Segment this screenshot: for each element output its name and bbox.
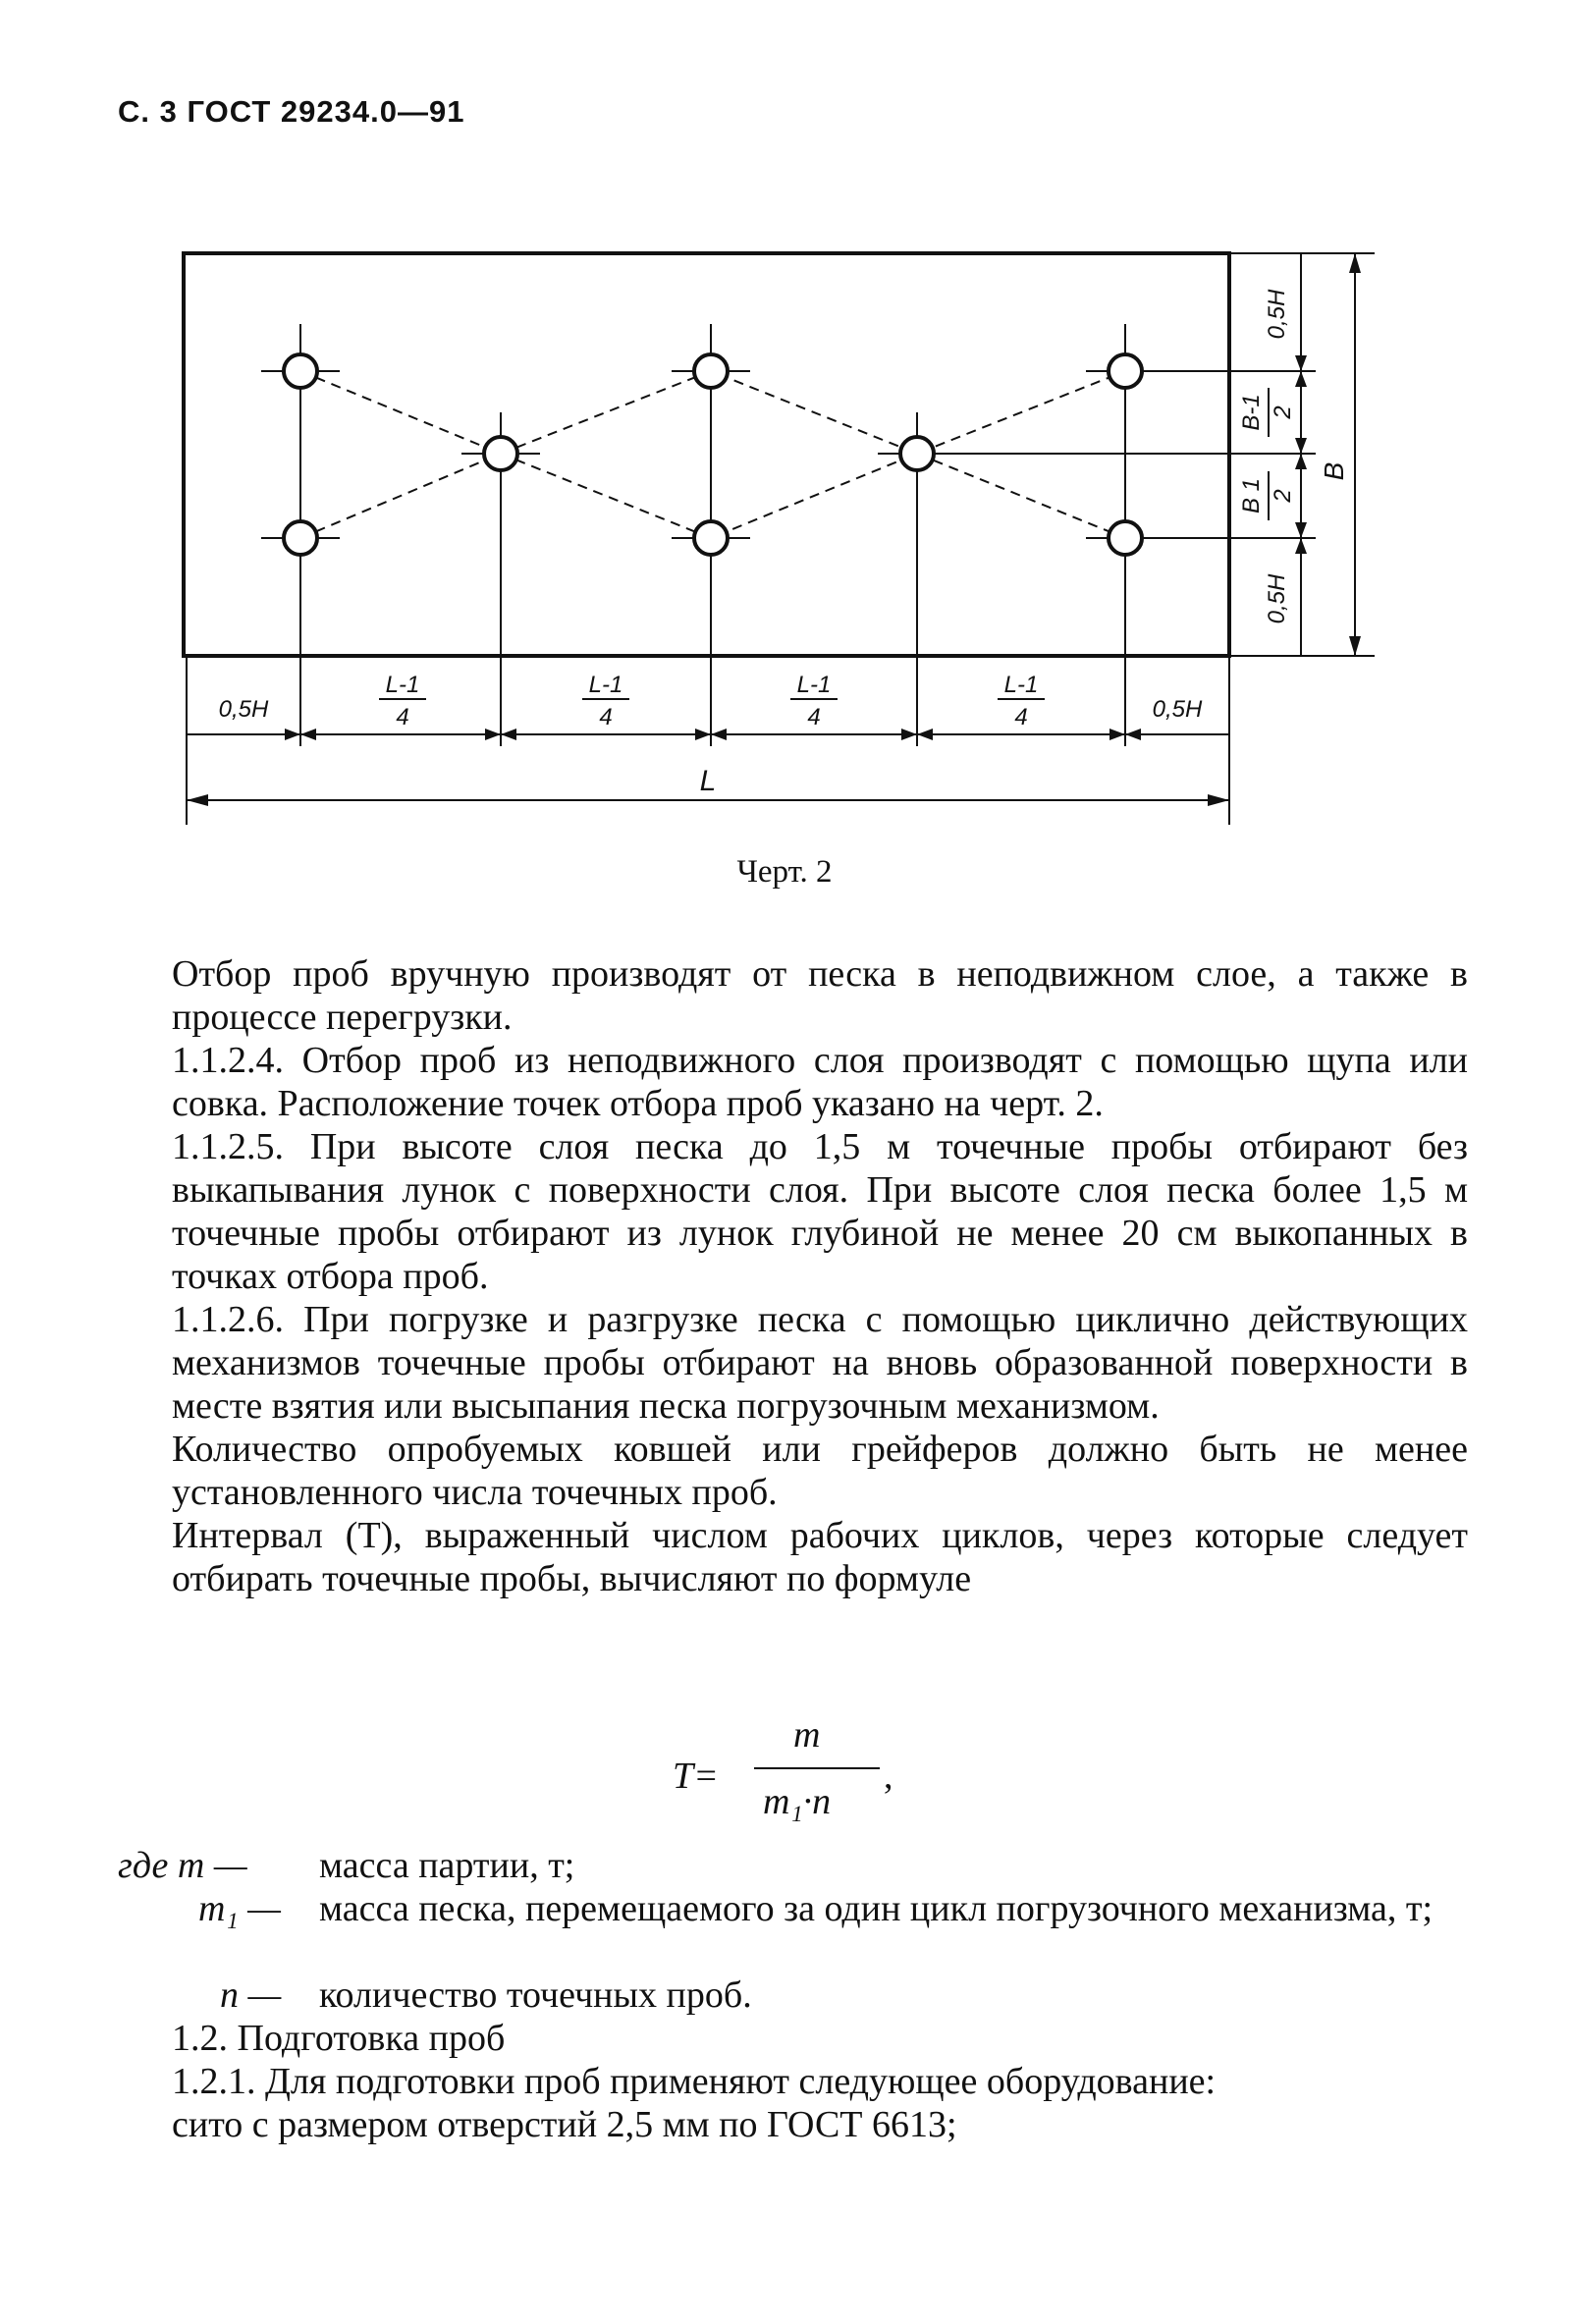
sampling-points-drawing [0, 0, 1569, 864]
dim-label: L-1 [796, 672, 832, 698]
dim-label: 2 [1270, 489, 1296, 503]
legend-row [118, 1973, 1473, 2017]
sampling-point [694, 354, 728, 388]
formula-numerator: m [793, 1714, 821, 1756]
dim-label: L-1 [1003, 672, 1039, 698]
paragraph: Отбор проб вручную производят от песка в неподвижном слое, а также в процессе перегрузки. [172, 953, 1468, 1038]
legend-symbol: m₁ — [198, 1888, 281, 1929]
formula-lhs: T= [673, 1756, 719, 1797]
dim-label-total-width: B [1319, 461, 1349, 481]
dim-label-total-length: L [699, 765, 717, 797]
page-header: С. 3 ГОСТ 29234.0—91 [118, 94, 465, 129]
dim-label: L-1 [588, 672, 623, 698]
dim-label: 4 [1014, 704, 1028, 730]
legend-symbol: где m — [118, 1845, 247, 1886]
legend-text: количество точечных проб. [319, 1974, 752, 2016]
paragraph: сито с размером отверстий 2,5 мм по ГОСТ 6613; [172, 2104, 957, 2145]
dim-label: B 1 [1238, 477, 1265, 514]
right-dimensions [1229, 253, 1375, 656]
sampling-point [284, 521, 317, 555]
legend-text: масса партии, т; [319, 1845, 575, 1886]
dim-label-right: 0,5H [1152, 696, 1203, 723]
interval-formula [673, 1713, 967, 1831]
sampling-point [1109, 354, 1142, 388]
section-text [172, 2017, 1468, 2146]
paragraph: 1.1.2.6. При погрузке и разгрузке песка с помощью циклично действующих механизмов точечные пробы отбирают на вновь образованной поверхности в месте взятия или высыпания песка погрузочным механизмом. [172, 1299, 1468, 1427]
dim-label-top: 0,5H [1264, 289, 1290, 340]
sampling-point [284, 354, 317, 388]
legend-text: масса песка, перемещаемого за один цикл погрузочного механизма, т; [319, 1888, 1434, 1929]
body-text [172, 952, 1468, 1600]
paragraph: Интервал (T), выраженный числом рабочих циклов, через которые следует отбирать точечные пробы, вычисляют по формуле [172, 1515, 1468, 1599]
formula-denominator: m₁·n [763, 1781, 832, 1822]
dim-label: L-1 [385, 672, 420, 698]
paragraph: 1.1.2.5. При высоте слоя песка до 1,5 м точечные пробы отбирают без выкапывания лунок с поверхности слоя. При высоте слоя песка более 1,5 м точечные пробы отбирают из лунок глубиной не менее 20 см выкопанных в точках отбора проб. [172, 1126, 1468, 1297]
formula-comma: , [884, 1756, 893, 1797]
sampling-point [900, 437, 934, 470]
bottom-dimensions [187, 656, 1229, 825]
dimension-arrows [187, 253, 1361, 806]
formula-legend [118, 1844, 1473, 2017]
legend-symbol: n — [220, 1974, 282, 2016]
dim-label: 2 [1270, 405, 1296, 419]
dim-label: 4 [599, 704, 613, 730]
dim-label: 4 [807, 704, 821, 730]
legend-row [118, 1887, 1473, 1973]
dim-label-bottom: 0,5H [1264, 573, 1290, 624]
sampling-point [1109, 521, 1142, 555]
section-heading: 1.2. Подготовка проб [172, 2018, 506, 2059]
fraction-bar [754, 1767, 880, 1769]
sampling-point [484, 437, 517, 470]
dim-label: B-1 [1238, 394, 1265, 431]
dim-label: 4 [396, 704, 409, 730]
sampling-point [694, 521, 728, 555]
figure-caption: Черт. 2 [736, 854, 833, 890]
dim-label-left: 0,5H [218, 696, 269, 723]
paragraph: Количество опробуемых ковшей или грейферов должно быть не менее установленного числа точечных проб. [172, 1429, 1468, 1513]
legend-row [118, 1844, 1473, 1887]
paragraph: 1.2.1. Для подготовки проб применяют следующее оборудование: [172, 2061, 1217, 2102]
paragraph: 1.1.2.4. Отбор проб из неподвижного слоя производят с помощью щупа или совка. Расположение точек отбора проб указано на черт. 2. [172, 1040, 1468, 1124]
